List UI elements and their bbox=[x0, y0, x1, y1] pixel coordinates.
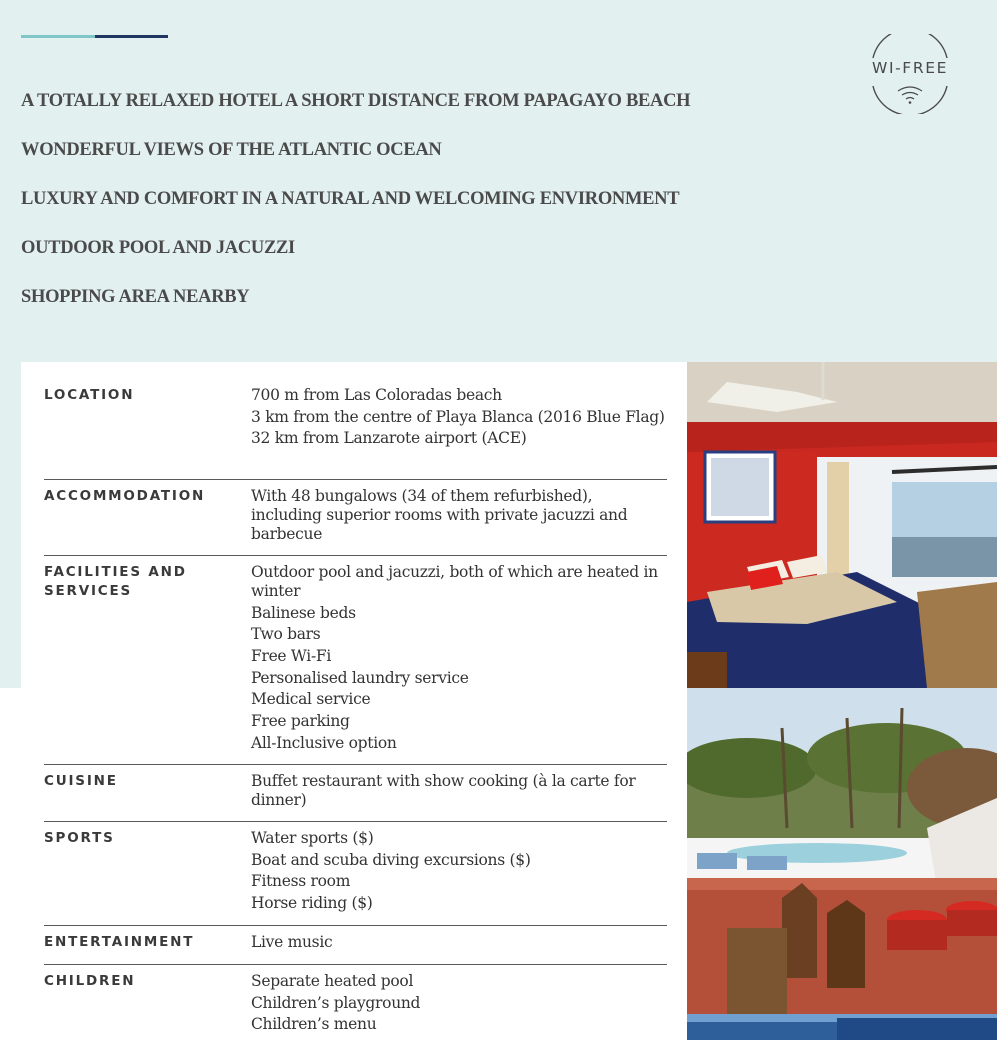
highlights-list bbox=[21, 91, 690, 336]
details-value: With 48 bungalows (34 of them refurbished), including superior rooms with private jacuzzi and barbecue bbox=[251, 487, 628, 543]
photo-partial bbox=[687, 1014, 997, 1040]
details-row-accommodation bbox=[44, 479, 667, 555]
details-value: Balinese beds bbox=[251, 603, 356, 622]
details-value: Separate heated pool bbox=[251, 972, 414, 990]
details-value: Fitness room bbox=[251, 872, 351, 891]
wifi-badge-label: WI-FREE bbox=[872, 59, 948, 77]
details-value: Free parking bbox=[251, 712, 350, 731]
details-panel bbox=[21, 362, 687, 1040]
details-value: Free Wi-Fi bbox=[251, 647, 332, 666]
photo-bedroom bbox=[687, 362, 997, 688]
details-row-label: CUISINE bbox=[44, 773, 118, 789]
details-value: 32 km from Lanzarote airport (ACE) bbox=[251, 429, 527, 448]
highlight-item: A TOTALLY RELAXED HOTEL A SHORT DISTANCE FROM PAPAGAYO BEACH bbox=[21, 91, 691, 111]
details-row-values bbox=[251, 386, 667, 448]
details-value: Horse riding ($) bbox=[251, 894, 373, 913]
photo-pool-terrace bbox=[687, 688, 997, 1014]
details-row-label: CHILDREN bbox=[44, 973, 136, 989]
details-row-sports bbox=[44, 821, 667, 925]
highlight-item: SHOPPING AREA NEARBY bbox=[21, 287, 250, 307]
details-value: Water sports ($) bbox=[251, 829, 374, 847]
wifi-icon bbox=[858, 34, 962, 114]
accent-line-teal bbox=[21, 35, 95, 38]
details-row-children bbox=[44, 964, 667, 1041]
accent-line-navy bbox=[95, 35, 168, 38]
details-value: Children’s menu bbox=[251, 1015, 377, 1034]
details-value: Boat and scuba diving excursions ($) bbox=[251, 850, 531, 869]
details-row-label: LOCATION bbox=[44, 387, 135, 403]
details-row-values bbox=[251, 829, 667, 913]
highlight-item: WONDERFUL VIEWS OF THE ATLANTIC OCEAN bbox=[21, 140, 442, 160]
details-value: 700 m from Las Coloradas beach bbox=[251, 386, 502, 404]
details-row-label: ENTERTAINMENT bbox=[44, 934, 195, 950]
wifi-badge bbox=[858, 34, 962, 114]
highlight-item: OUTDOOR POOL AND JACUZZI bbox=[21, 238, 295, 258]
details-row-label: SPORTS bbox=[44, 830, 115, 846]
details-value: Live music bbox=[251, 933, 333, 951]
details-row-values bbox=[251, 563, 667, 753]
details-value: Two bars bbox=[251, 625, 321, 644]
details-value: Medical service bbox=[251, 690, 371, 709]
highlight-item: LUXURY AND COMFORT IN A NATURAL AND WELCOMING ENVIRONMENT bbox=[21, 189, 680, 209]
details-row-entertainment bbox=[44, 925, 667, 964]
details-value: All-Inclusive option bbox=[251, 733, 397, 752]
details-row-label: ACCOMMODATION bbox=[44, 488, 206, 504]
details-value: Buffet restaurant with show cooking (à la carte for dinner) bbox=[251, 772, 636, 809]
details-value: Outdoor pool and jacuzzi, both of which are heated in winter bbox=[251, 563, 658, 600]
details-row-cuisine bbox=[44, 764, 667, 821]
details-row-values bbox=[251, 972, 667, 1034]
details-row-label: FACILITIES AND SERVICES bbox=[44, 564, 187, 599]
details-row-values bbox=[251, 933, 667, 952]
details-value: Children’s playground bbox=[251, 993, 421, 1012]
details-row-location bbox=[44, 386, 667, 478]
details-row-facilities bbox=[44, 555, 667, 764]
details-row-values bbox=[251, 487, 667, 544]
details-value: Personalised laundry service bbox=[251, 668, 469, 687]
details-value: 3 km from the centre of Playa Blanca (2016 Blue Flag) bbox=[251, 407, 665, 426]
details-row-values bbox=[251, 772, 667, 810]
